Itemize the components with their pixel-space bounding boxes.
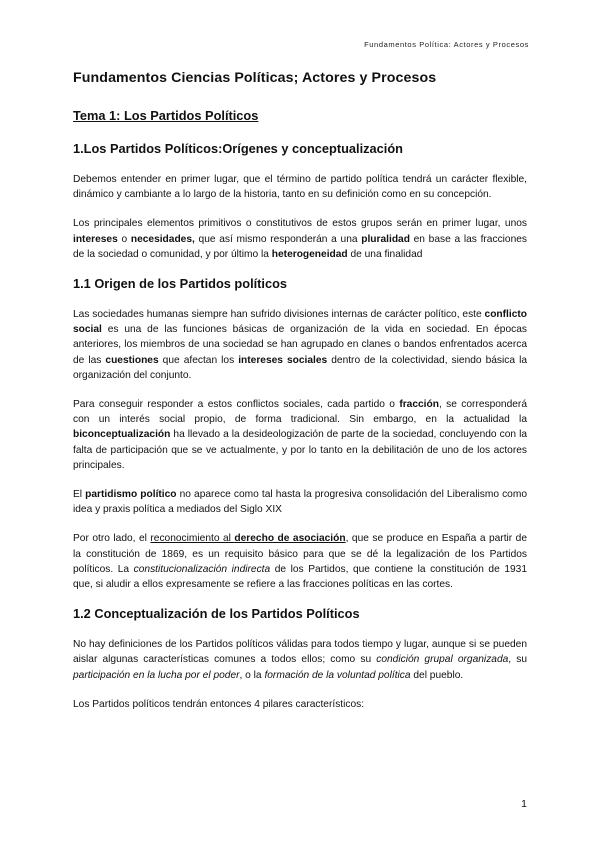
bold-term: necesidades,	[130, 233, 195, 245]
section-1-paragraph-1: Debemos entender en primer lugar, que el término de partido política tendrá un carácter flexible, dinámico y cambiante a lo largo de la historia, tanto en su definición como en su concepción.	[73, 174, 527, 201]
page-content	[73, 70, 527, 726]
bold-term: conflicto social	[73, 309, 527, 336]
section-1-1-paragraph-4	[73, 531, 527, 592]
bold-term: biconceptualización	[73, 429, 171, 441]
section-1-2-heading: 1.2 Conceptualización de los Partidos Políticos	[73, 606, 360, 622]
text-run: , que se produce en España a partir de la constitución de 1869, es un requisito básico para que se dé la legalización de los Partidos políticos. La	[73, 533, 528, 575]
text-run: Los principales elementos primitivos o constitutivos de estos grupos serán en primer lugar, unos	[73, 218, 527, 230]
section-1-2-paragraph-2: Los Partidos políticos tendrán entonces 4 pilares característicos:	[73, 698, 365, 710]
text-run: de una finalidad	[347, 248, 423, 260]
section-1-1-paragraph-3	[73, 487, 527, 517]
bold-term: cuestiones	[105, 354, 159, 366]
text-run: dentro de la colectividad, siendo básica la organización del conjunto.	[73, 354, 528, 381]
section-1-2-paragraph-1	[73, 637, 527, 683]
text-run: que afectan los	[158, 354, 239, 366]
text-run: ha llevado a la desideologización de parte de la sociedad, concluyendo con la falta de participación que se ve actualmente, y por lo tanto en la debilitación de uno de los actores principales.	[73, 429, 527, 471]
text-run: del pueblo.	[410, 669, 464, 681]
document-title: Fundamentos Ciencias Políticas; Actores y Procesos	[73, 70, 437, 86]
text-run: El	[73, 489, 86, 501]
text-run: , se corresponderá con un interés social propio, de forma tradicional. Sin embargo, en la actualidad la	[73, 399, 527, 426]
bold-term: partidismo político	[85, 489, 177, 501]
bold-term: intereses	[73, 233, 118, 245]
text-run: , su	[508, 654, 527, 666]
italic-term: participación en la lucha por el poder	[73, 669, 240, 681]
page-number: 1	[521, 798, 527, 810]
text-run: es una de las funciones básicas de organización de la vida en sociedad. En épocas anteriores, los miembros de una sociedad se han agrupado en clanes o bandos enfrentados acerca de las	[73, 324, 527, 366]
text-run: que así mismo responderán a una	[194, 233, 362, 245]
text-run: Las sociedades humanas siempre han sufrido divisiones internas de carácter político, este	[73, 309, 485, 321]
bold-term: pluralidad	[361, 233, 410, 245]
bold-underlined-term: derecho de asociación	[234, 533, 346, 545]
italic-term: condición grupal organizada	[376, 654, 509, 666]
bold-term: fracción	[399, 399, 439, 411]
topic-heading: Tema 1: Los Partidos Políticos	[73, 108, 259, 123]
section-1-1-heading: 1.1 Origen de los Partidos políticos	[73, 276, 288, 292]
italic-term: formación de la voluntad política	[264, 669, 411, 681]
section-1-1-paragraph-2	[73, 397, 527, 473]
underlined-text: reconocimiento al	[150, 533, 235, 545]
text-run: no aparece como tal hasta la progresiva consolidación del Liberalismo como idea y praxis política a mediados del Siglo XIX	[73, 489, 527, 516]
text-run: o	[117, 233, 131, 245]
text-run: en base a las fracciones de la sociedad o comunidad, y por último la	[73, 233, 528, 260]
bold-term: intereses sociales	[238, 354, 328, 366]
text-run: , o la	[239, 669, 265, 681]
italic-term: constitucionalización indirecta	[133, 563, 271, 575]
running-header: Fundamentos Política: Actores y Procesos	[364, 40, 529, 49]
section-1-heading: 1.Los Partidos Políticos:Orígenes y conceptualización	[73, 141, 403, 156]
section-1-1-paragraph-1	[73, 307, 527, 383]
bold-term: heterogeneidad	[271, 248, 348, 260]
text-run: de los Partidos, que contiene la constitución de 1931 que, si aludir a ellos expresamente se refiere a las fracciones políticas en las cortes.	[73, 563, 527, 591]
text-run: Para conseguir responder a estos conflictos sociales, cada partido o	[73, 399, 400, 411]
text-run: Por otro lado, el	[73, 533, 151, 545]
text-run: No hay definiciones de los Partidos políticos válidas para todos tiempo y lugar, aunque si se pueden aislar algunas características comunes a todos ellos; como su	[73, 639, 527, 666]
section-1-paragraph-2	[73, 216, 527, 262]
